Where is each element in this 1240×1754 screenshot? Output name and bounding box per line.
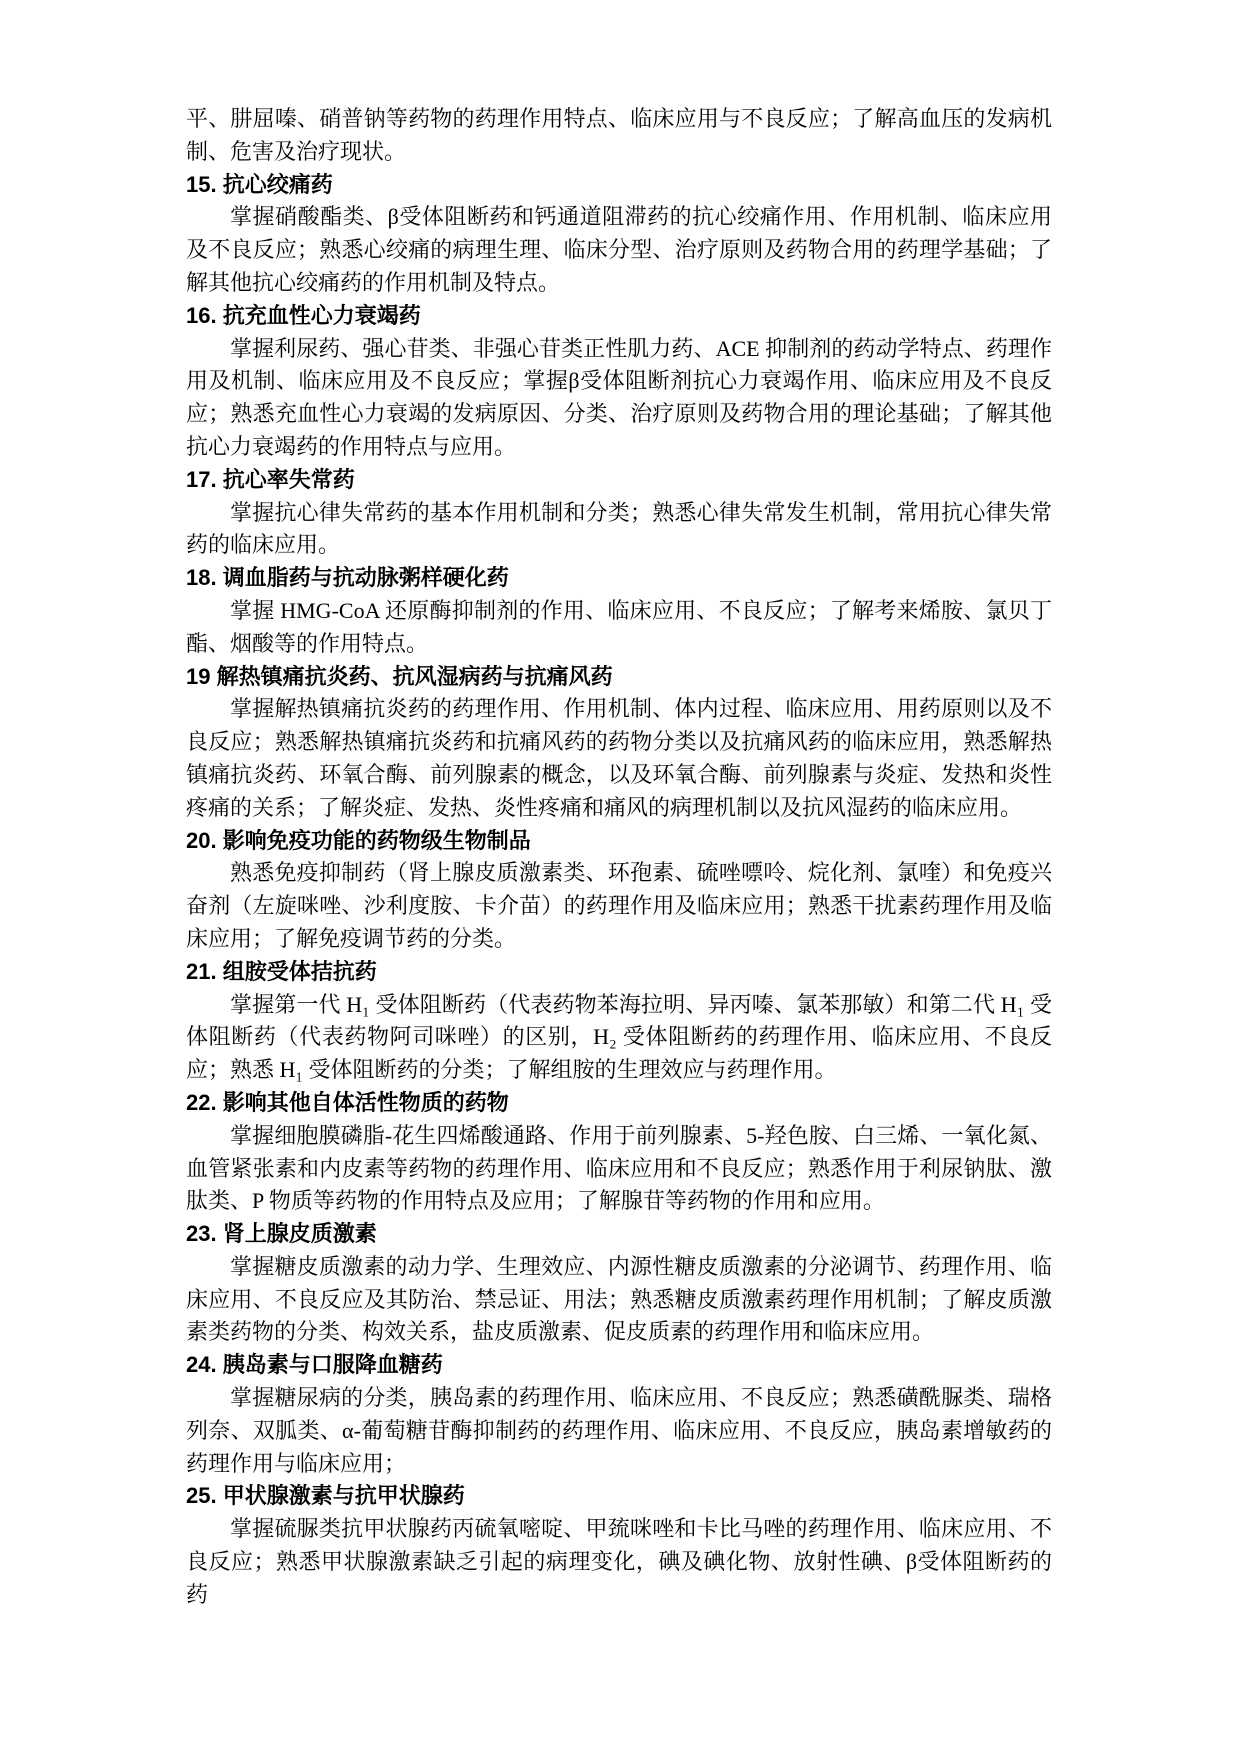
paragraph-19-antipyretic-analgesic: 掌握解热镇痛抗炎药的药理作用、作用机制、体内过程、临床应用、用药原则以及不良反应；熟悉解热镇痛抗炎药和抗痛风药的药物分类以及抗痛风药的临床应用，熟悉解热镇痛抗炎药、环氧合酶、前列腺素的概念，以及环氧合酶、前列腺素与炎症、发热和炎性疼痛的关系；了解炎症、发热、炎性疼痛和痛风的病理机制以及抗风湿药的临床应用。 xyxy=(186,696,1052,820)
section-heading-19-antipyretic-analgesic: 19 解热镇痛抗炎药、抗风湿病药与抗痛风药 xyxy=(186,663,613,689)
paragraph-15-antianginal: 掌握硝酸酯类、β受体阻断药和钙通道阻滞药的抗心绞痛作用、作用机制、临床应用及不良反应；熟悉心绞痛的病理生理、临床分型、治疗原则及药物合用的药理学基础；了解其他抗心绞痛药的作用机制及特点。 xyxy=(186,204,1052,295)
paragraph-24-insulin-hypoglycemic: 掌握糖尿病的分类，胰岛素的药理作用、临床应用、不良反应；熟悉磺酰脲类、瑞格列奈、双胍类、α-葡萄糖苷酶抑制药的药理作用、临床应用、不良反应，胰岛素增敏药的药理作用与临床应用； xyxy=(186,1385,1052,1476)
section-heading-18-lipid-regulating: 18. 调血脂药与抗动脉粥样硬化药 xyxy=(186,565,509,591)
section-heading-16-heart-failure: 16. 抗充血性心力衰竭药 xyxy=(186,302,421,328)
section-heading-25-thyroid: 25. 甲状腺激素与抗甲状腺药 xyxy=(186,1483,465,1509)
section-heading-17-antiarrhythmic: 17. 抗心率失常药 xyxy=(186,466,355,492)
section-heading-21-histamine-antagonists: 21. 组胺受体拮抗药 xyxy=(186,958,377,984)
paragraph-17-antiarrhythmic: 掌握抗心律失常药的基本作用机制和分类；熟悉心律失常发生机制，常用抗心律失常药的临床应用。 xyxy=(186,499,1052,558)
section-heading-22-autacoid-drugs: 22. 影响其他自体活性物质的药物 xyxy=(186,1089,509,1115)
paragraph-25-thyroid: 掌握硫脲类抗甲状腺药丙硫氧嘧啶、甲巯咪唑和卡比马唑的药理作用、临床应用、不良反应；熟悉甲状腺激素缺乏引起的病理变化，碘及碘化物、放射性碘、β受体阻断药的药 xyxy=(186,1516,1052,1607)
section-heading-24-insulin-hypoglycemic: 24. 胰岛素与口服降血糖药 xyxy=(186,1352,443,1378)
paragraph-16-heart-failure: 掌握利尿药、强心苷类、非强心苷类正性肌力药、ACE 抑制剂的药动学特点、药理作用及机制、临床应用及不良反应；掌握β受体阻断剂抗心力衰竭作用、临床应用及不良反应；熟悉充血性心力衰竭的发病原因、分类、治疗原则及药物合用的理论基础；了解其他抗心力衰竭药的作用特点与应用。 xyxy=(186,335,1052,459)
paragraph-22-autacoid-drugs: 掌握细胞膜磷脂-花生四烯酸通路、作用于前列腺素、5-羟色胺、白三烯、一氧化氮、血管紧张素和内皮素等药物的药理作用、临床应用和不良反应；熟悉作用于利尿钠肽、激肽类、P 物质等药物的作用特点及应用；了解腺苷等药物的作用和应用。 xyxy=(186,1122,1052,1214)
section-heading-23-adrenocortical-hormones: 23. 肾上腺皮质激素 xyxy=(186,1221,377,1247)
paragraph-23-adrenocortical-hormones: 掌握糖皮质激素的动力学、生理效应、内源性糖皮质激素的分泌调节、药理作用、临床应用、不良反应及其防治、禁忌证、用法；熟悉糖皮质激素药理作用机制；了解皮质激素类药物的分类、构效关系，盐皮质激素、促皮质素的药理作用和临床应用。 xyxy=(186,1253,1052,1345)
paragraph-20-immune-drugs: 熟悉免疫抑制药（肾上腺皮质激素类、环孢素、硫唑嘌呤、烷化剂、氯喹）和免疫兴奋剂（左旋咪唑、沙利度胺、卡介苗）的药理作用及临床应用；熟悉干扰素药理作用及临床应用；了解免疫调节药的分类。 xyxy=(186,860,1052,951)
document-page xyxy=(186,103,1052,1612)
section-heading-15-antianginal: 15. 抗心绞痛药 xyxy=(186,171,333,197)
paragraph-18-lipid-regulating: 掌握 HMG-CoA 还原酶抑制剂的作用、临床应用、不良反应；了解考来烯胺、氯贝丁酯、烟酸等的作用特点。 xyxy=(186,597,1052,656)
paragraph-21-histamine-antagonists: 掌握第一代 H₁ 受体阻断药（代表药物苯海拉明、异丙嗪、氯苯那敏）和第二代 H₁ 受体阻断药（代表药物阿司咪唑）的区别，H₂ 受体阻断药的药理作用、临床应用、不良反应；熟悉 H₁ 受体阻断药的分类；了解组胺的生理效应与药理作用。 xyxy=(186,991,1052,1083)
paragraph-antihypertensive-continuation: 平、肼屈嗪、硝普钠等药物的药理作用特点、临床应用与不良反应；了解高血压的发病机制、危害及治疗现状。 xyxy=(186,106,1052,164)
section-heading-20-immune-drugs: 20. 影响免疫功能的药物级生物制品 xyxy=(186,827,531,853)
